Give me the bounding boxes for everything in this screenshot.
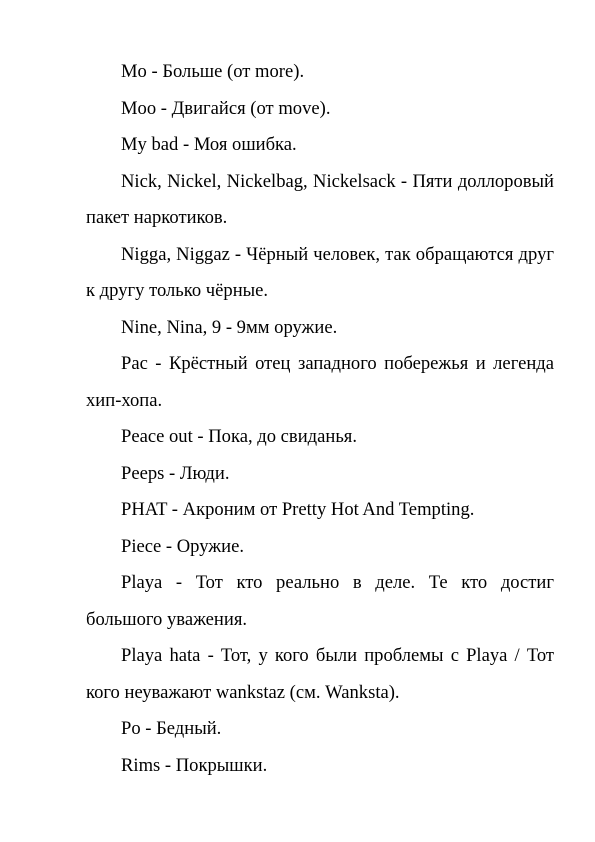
glossary-entry: Nigga, Niggaz - Чёрный человек, так обращаются друг к другу только чёрные.: [86, 243, 554, 301]
glossary-entry: Moo - Двигайся (от move).: [121, 97, 331, 119]
glossary-entry: Peeps - Люди.: [121, 462, 230, 484]
glossary-entry: My bad - Моя ошибка.: [121, 134, 297, 155]
glossary-entry: Playa - Тот кто реально в деле. Те кто достиг большого уважения.: [86, 572, 554, 630]
glossary-entry: Piece - Оружие.: [121, 535, 244, 557]
glossary-entry: Mo - Больше (от more).: [121, 61, 305, 82]
glossary-entry: Rims - Покрышки.: [121, 754, 268, 776]
glossary-entry: Pac - Крёстный отец западного побережья и легенда хип-хопа.: [86, 353, 554, 411]
glossary-entry: Nine, Nina, 9 - 9мм оружие.: [121, 316, 338, 338]
glossary-list: [86, 54, 554, 784]
glossary-entry: PHAT - Акроним от Pretty Hot And Tempting.: [121, 499, 475, 520]
glossary-entry: Nick, Nickel, Nickelbag, Nickelsack - Пяти доллоровый пакет наркотиков.: [86, 170, 554, 228]
glossary-entry: Playa hata - Тот, у кого были проблемы с Playa / Тот кого неуважают wankstaz (см. Wanksta).: [86, 645, 554, 703]
glossary-entry: Peace out - Пока, до свиданья.: [121, 426, 358, 447]
glossary-entry: Po - Бедный.: [121, 718, 222, 739]
